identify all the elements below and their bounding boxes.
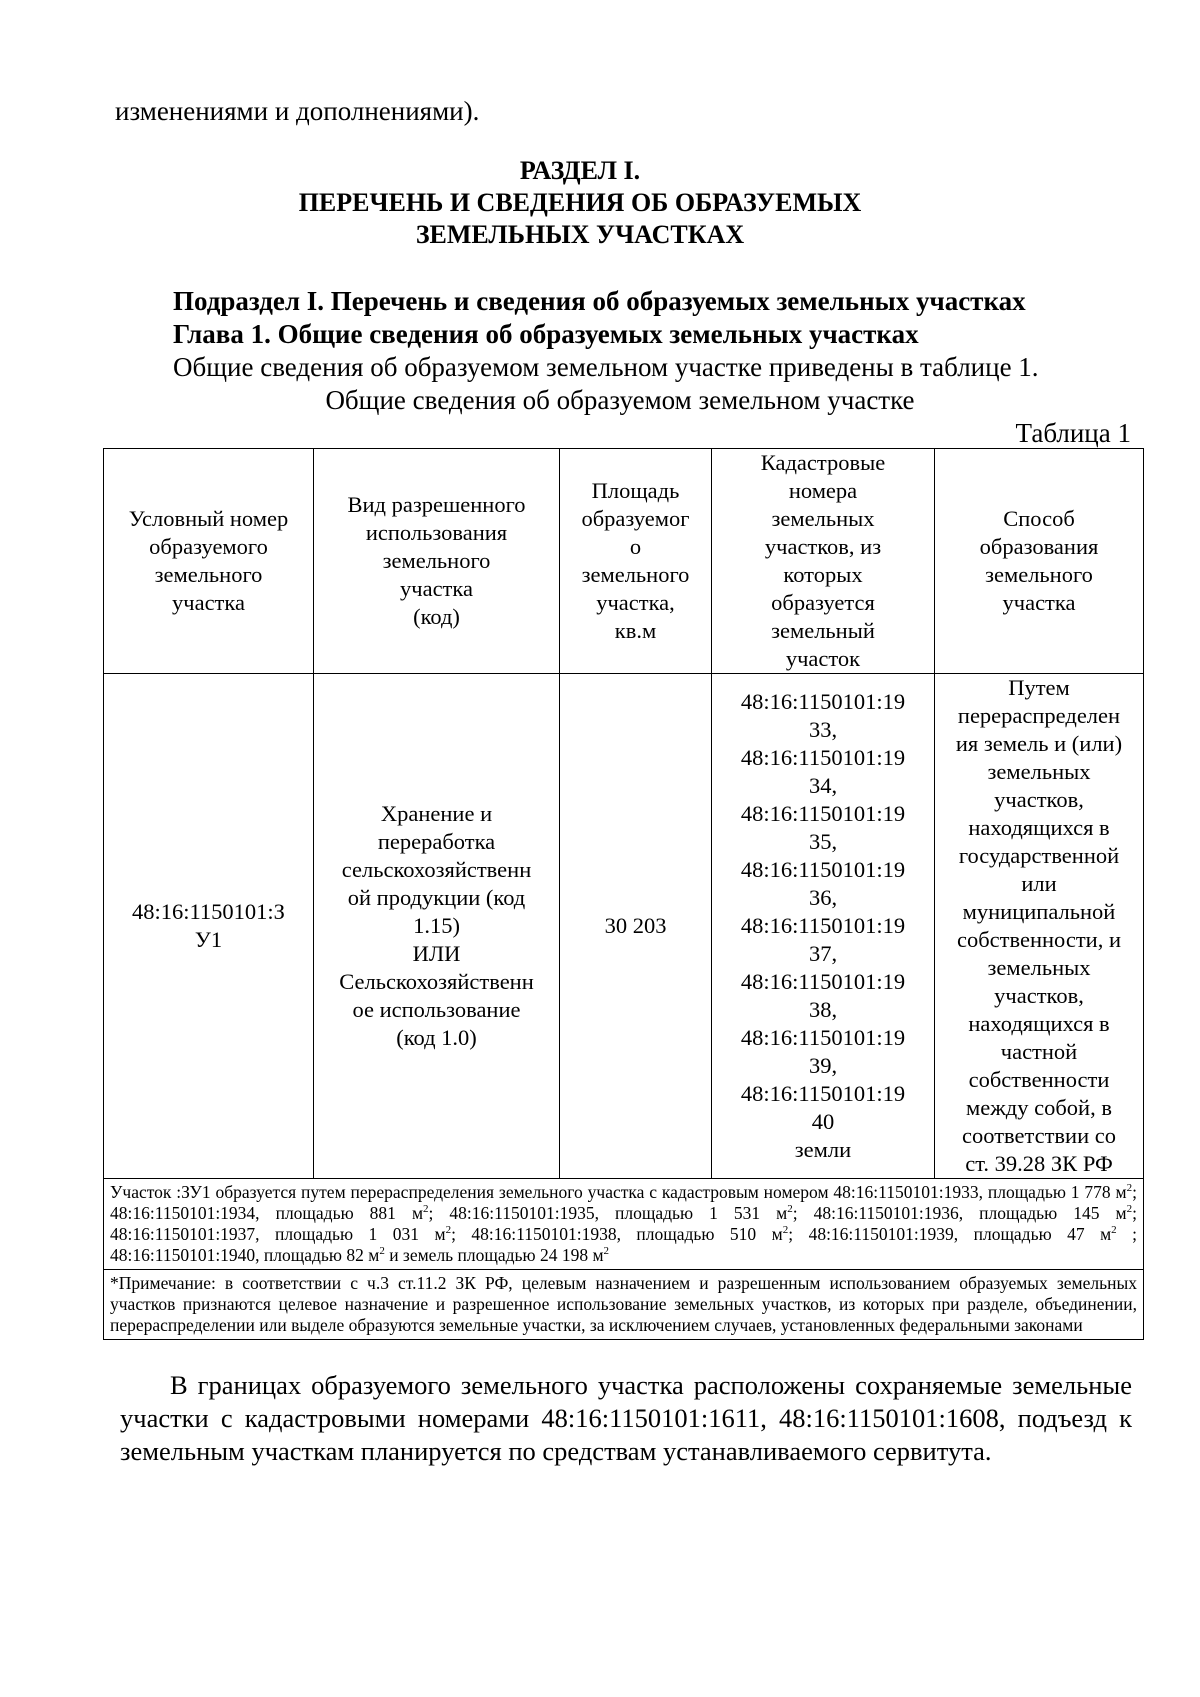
cell-line: участка xyxy=(1002,590,1076,615)
cell-line: 48:16:1150101:19 xyxy=(740,689,906,714)
formation-method-cell xyxy=(935,674,1144,1179)
cell-line: У1 xyxy=(194,927,223,952)
cell-line: земельного xyxy=(154,562,263,587)
cell-line: образуемог xyxy=(581,506,690,531)
cell-line: 38, xyxy=(808,997,838,1022)
cell-line: участков, xyxy=(994,787,1084,812)
cell-line: перераспределен xyxy=(957,703,1121,728)
table-caption: Общие сведения об образуемом земельном участке xyxy=(325,385,915,415)
cell-line: ия земель и (или) xyxy=(955,731,1123,756)
cell-line: земельных xyxy=(771,506,875,531)
redistribution-note: Участок :ЗУ1 образуется путем перераспределения земельного участка с кадастровым номером 48:16:1150101:1933, площадью 1 778 $м^2$; 48:16:1150101:1934, площадью 881 $м^2$; 48:16:1150101:1935, площадью 1 531 $м^2$; 48:16:1150101:1936, площадью 145 $м^2$; 48:16:1150101:1937, площадью 1 031 $м^2$; 48:16:1150101:1938, площадью 510 $м^2$; 48:16:1150101:1939, площадью 47 $м^2$ ; 48:16:1150101:1940, площадью 82 $м^2$ и земель площадью 24 198 $м^2$ xyxy=(104,1179,1144,1270)
cell-line: кв.м xyxy=(614,618,657,643)
cell-line: Вид разрешенного xyxy=(347,492,526,517)
cell-line: 48:16:1150101:19 xyxy=(740,801,906,826)
header-cell xyxy=(560,449,712,674)
cell-line: ое использование xyxy=(352,997,521,1022)
cell-line: собственности xyxy=(968,1067,1110,1092)
cadastral-numbers-cell xyxy=(712,674,935,1179)
cell-line: земли xyxy=(794,1137,852,1162)
table-note-row xyxy=(104,1179,1144,1270)
cell-line: земельный xyxy=(771,618,875,643)
chapter-title: Глава 1. Общие сведения об образуемых земельных участках xyxy=(173,319,919,349)
cell-line: которых xyxy=(783,562,863,587)
cell-line: собственности, и xyxy=(956,927,1122,952)
header-cell xyxy=(935,449,1144,674)
cell-line: или xyxy=(1021,871,1057,896)
cell-line: земельного xyxy=(382,548,491,573)
cell-line: Сельскохозяйственн xyxy=(339,969,534,994)
intro-text: Общие сведения об образуемом земельном участке приведены в таблице 1. xyxy=(173,352,1039,382)
cell-line: 35, xyxy=(808,829,838,854)
cell-line: участка xyxy=(172,590,245,615)
final-paragraph: В границах образуемого земельного участка расположены сохраняемые земельные участки с кадастровыми номерами 48:16:1150101:1611, 48:16:1150101:1608, подъезд к земельным участкам планируется по средствам устанавливаемого сервитута. xyxy=(120,1370,1132,1466)
section-heading xyxy=(0,155,1160,251)
cell-line: участков, из xyxy=(764,534,882,559)
cell-line: земельного xyxy=(985,562,1093,587)
table-header-row xyxy=(104,449,1144,674)
cell-line: ИЛИ xyxy=(412,941,461,966)
cell-line: находящихся в xyxy=(968,815,1110,840)
header-cell xyxy=(314,449,560,674)
cell-line: между собой, в xyxy=(966,1095,1112,1120)
cell-line: Кадастровые xyxy=(760,450,886,475)
cell-line: ой продукции (код xyxy=(347,885,526,910)
cell-line: 48:16:1150101:19 xyxy=(740,969,906,994)
plot-id-cell xyxy=(104,674,314,1179)
cell-line: (код 1.0) xyxy=(396,1025,477,1050)
cell-line: 39, xyxy=(808,1053,838,1078)
cell-line: участок xyxy=(785,646,861,671)
cell-line: участка, xyxy=(596,590,675,615)
table-row xyxy=(104,674,1144,1179)
area-cell: 30 203 xyxy=(560,674,712,1179)
cell-line: 48:16:1150101:19 xyxy=(740,1025,906,1050)
cell-line: ст. 39.28 ЗК РФ xyxy=(965,1151,1113,1176)
cell-line: муниципальной xyxy=(962,899,1116,924)
cell-line: 33, xyxy=(808,717,838,742)
cell-line: государственной xyxy=(958,843,1120,868)
cell-line: Условный номер xyxy=(128,506,289,531)
section-heading-line: ЗЕМЕЛЬНЫХ УЧАСТКАХ xyxy=(415,220,745,249)
table-number: Таблица 1 xyxy=(1015,418,1131,448)
cell-line: находящихся в xyxy=(968,1011,1110,1036)
cell-line: частной xyxy=(1000,1039,1078,1064)
footnote-note: *Примечание: в соответствии с ч.3 ст.11.2 ЗК РФ, целевым назначением и разрешенным использованием образуемых земельных участков признаются целевое назначение и разрешенное использование земельных участков, из которых при разделе, объединении, перераспределении или выделе образуются земельные участки, за исключением случаев, установленных федеральными законами xyxy=(104,1270,1144,1340)
cell-line: 1.15) xyxy=(413,913,460,938)
cell-line: 48:16:1150101:19 xyxy=(740,913,906,938)
header-cell xyxy=(712,449,935,674)
cell-line: образуется xyxy=(771,590,875,615)
cell-line: номера xyxy=(788,478,858,503)
cell-line: 34, xyxy=(808,773,838,798)
cell-line: Способ xyxy=(1003,506,1075,531)
cell-line: 37, xyxy=(808,941,838,966)
cell-line: о xyxy=(629,534,642,559)
cell-line: 40 xyxy=(811,1109,835,1134)
header-cell xyxy=(104,449,314,674)
cell-line: участка xyxy=(400,576,473,601)
cell-line: образования xyxy=(979,534,1099,559)
cell-line: 48:16:1150101:19 xyxy=(740,857,906,882)
cell-line: 36, xyxy=(808,885,838,910)
cell-line: соответствии со xyxy=(962,1123,1116,1148)
cell-line: Площадь xyxy=(591,478,680,503)
cell-line: использования xyxy=(365,520,508,545)
section-heading-line: ПЕРЕЧЕНЬ И СВЕДЕНИЯ ОБ ОБРАЗУЕМЫХ xyxy=(298,188,862,217)
cell-line: участков, xyxy=(994,983,1084,1008)
cell-line: 48:16:1150101:З xyxy=(132,899,285,924)
cell-line: сельскохозяйственн xyxy=(341,857,532,882)
permitted-use-cell xyxy=(314,674,560,1179)
cell-line: земельных xyxy=(987,759,1091,784)
cell-line: (код) xyxy=(413,604,460,629)
cell-line: 48:16:1150101:19 xyxy=(740,745,906,770)
section-heading-line: РАЗДЕЛ I. xyxy=(519,156,641,185)
land-plots-table xyxy=(103,448,1144,1340)
cell-line: земельного xyxy=(581,562,690,587)
continuation-text: изменениями и дополнениями). xyxy=(115,96,480,126)
subsection-title: Подраздел I. Перечень и сведения об образуемых земельных участках xyxy=(173,286,1026,316)
table-note-row xyxy=(104,1270,1144,1340)
cell-line: 48:16:1150101:19 xyxy=(740,1081,906,1106)
subsection-block xyxy=(173,285,1026,351)
cell-line: переработка xyxy=(377,829,496,854)
cell-line: земельных xyxy=(987,955,1091,980)
cell-line: Путем xyxy=(1008,675,1070,700)
cell-line: образуемого xyxy=(149,534,268,559)
cell-line: Хранение и xyxy=(380,801,493,826)
